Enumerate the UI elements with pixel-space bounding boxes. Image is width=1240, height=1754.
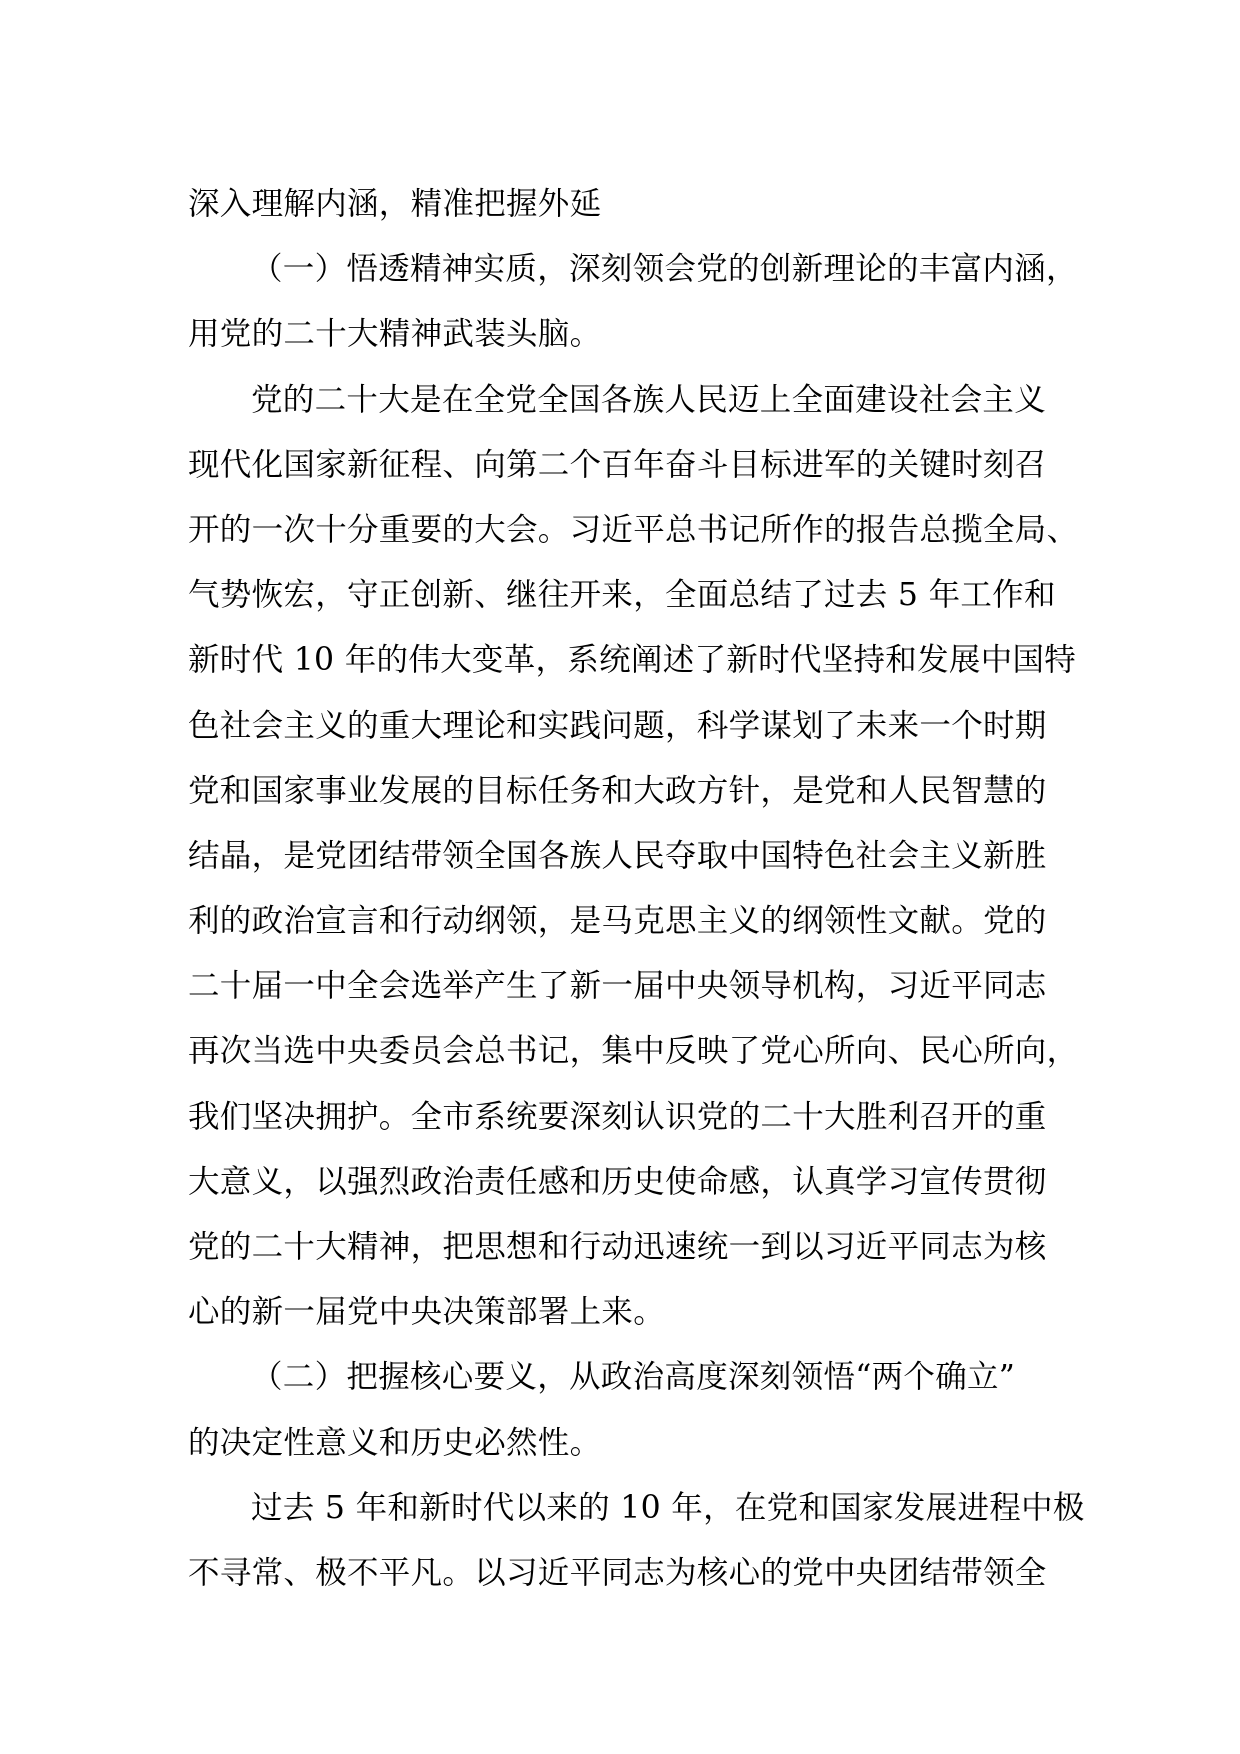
paragraph-line: 利的政治宣言和行动纲领，是马克思主义的纲领性文献。党的 [188, 903, 1047, 940]
paragraph-line: 不寻常、极不平凡。以习近平同志为核心的党中央团结带领全 [188, 1554, 1047, 1591]
subheading-two: （二）把握核心要义，从政治高度深刻领悟“两个确立” [251, 1359, 1016, 1396]
paragraph-line: 色社会主义的重大理论和实践问题，科学谋划了未来一个时期 [188, 707, 1047, 744]
paragraph-line: 大意义，以强烈政治责任感和历史使命感，认真学习宣传贯彻 [188, 1163, 1047, 1200]
paragraph-line: 新时代 10 年的伟大变革，系统阐述了新时代坚持和发展中国特 [188, 642, 1077, 679]
paragraph-line: 气势恢宏，守正创新、继往开来，全面总结了过去 5 年工作和 [188, 577, 1056, 614]
subheading-one: （一）悟透精神实质，深刻领会党的创新理论的丰富内涵， [251, 251, 1078, 288]
section-heading: 深入理解内涵，精准把握外延 [188, 186, 602, 222]
paragraph-line: 再次当选中央委员会总书记，集中反映了党心所向、民心所向， [188, 1033, 1079, 1070]
paragraph-line: 党的二十大精神，把思想和行动迅速统一到以习近平同志为核 [188, 1229, 1047, 1265]
subheading-one-cont: 用党的二十大精神武装头脑。 [188, 316, 602, 353]
paragraph-line: 党和国家事业发展的目标任务和大政方针，是党和人民智慧的 [188, 772, 1047, 809]
paragraph-line: 我们坚决拥护。全市系统要深刻认识党的二十大胜利召开的重 [188, 1098, 1047, 1135]
paragraph-line: 党的二十大是在全党全国各族人民迈上全面建设社会主义 [251, 381, 1047, 418]
paragraph-line: 二十届一中全会选举产生了新一届中央领导机构，习近平同志 [188, 968, 1047, 1005]
document-page [188, 172, 1085, 1606]
paragraph-line: 过去 5 年和新时代以来的 10 年，在党和国家发展进程中极 [251, 1489, 1085, 1526]
paragraph-line: 开的一次十分重要的大会。习近平总书记所作的报告总揽全局、 [188, 511, 1079, 548]
paragraph-line: 现代化国家新征程、向第二个百年奋斗目标进军的关键时刻召 [188, 446, 1047, 483]
subheading-two-cont: 的决定性意义和历史必然性。 [188, 1424, 602, 1461]
paragraph-line: 心的新一届党中央决策部署上来。 [188, 1294, 666, 1331]
paragraph-line: 结晶，是党团结带领全国各族人民夺取中国特色社会主义新胜 [188, 837, 1047, 874]
